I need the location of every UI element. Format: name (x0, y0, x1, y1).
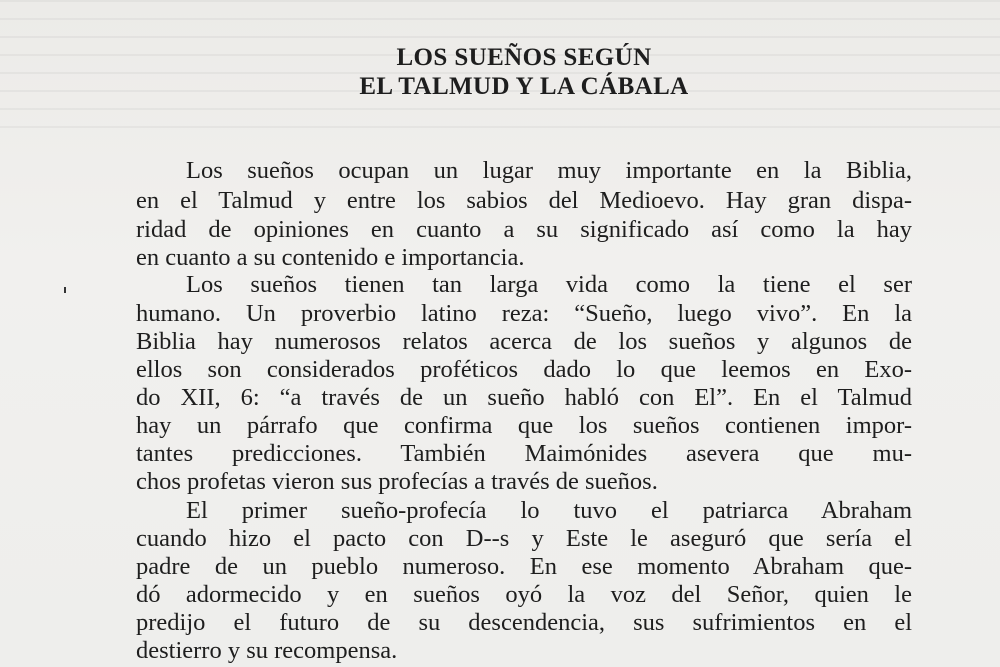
text-line: tantes predicciones. También Maimónides asevera que mu- (136, 440, 912, 467)
chapter-title-line-2: EL TALMUD Y LA CÁBALA (359, 73, 689, 100)
text-line: Los sueños ocupan un lugar muy importante en la Biblia, (186, 157, 912, 184)
text-line: humano. Un proverbio latino reza: “Sueño, luego vivo”. En la (136, 300, 912, 327)
chapter-title-line-1: LOS SUEÑOS SEGÚN (396, 44, 652, 71)
text-line: en el Talmud y entre los sabios del Medioevo. Hay gran dispa- (136, 187, 912, 214)
text-line: do XII, 6: “a través de un sueño habló con El”. En el Talmud (136, 384, 912, 411)
text-line: Biblia hay numerosos relatos acerca de los sueños y algunos de (136, 328, 912, 355)
text-line: dó adormecido y en sueños oyó la voz del Señor, quien le (136, 581, 912, 608)
text-line: Los sueños tienen tan larga vida como la tiene el ser (186, 271, 912, 298)
text-line: cuando hizo el pacto con D--s y Este le aseguró que sería el (136, 525, 912, 552)
text-line: padre de un pueblo numeroso. En ese momento Abraham que- (136, 553, 912, 580)
text-line: destierro y su recompensa. (136, 637, 398, 664)
text-line: en cuanto a su contenido e importancia. (136, 244, 525, 271)
text-line: predijo el futuro de su descendencia, sus sufrimientos en el (136, 609, 912, 636)
text-line: hay un párrafo que confirma que los sueños contienen impor- (136, 412, 912, 439)
text-line: ellos son considerados proféticos dado lo que leemos en Exo- (136, 356, 912, 383)
text-line: chos profetas vieron sus profecías a través de sueños. (136, 468, 658, 495)
text-line: ridad de opiniones en cuanto a su significado así como la hay (136, 216, 912, 243)
margin-mark (64, 287, 66, 293)
text-line: El primer sueño-profecía lo tuvo el patriarca Abraham (186, 497, 912, 524)
